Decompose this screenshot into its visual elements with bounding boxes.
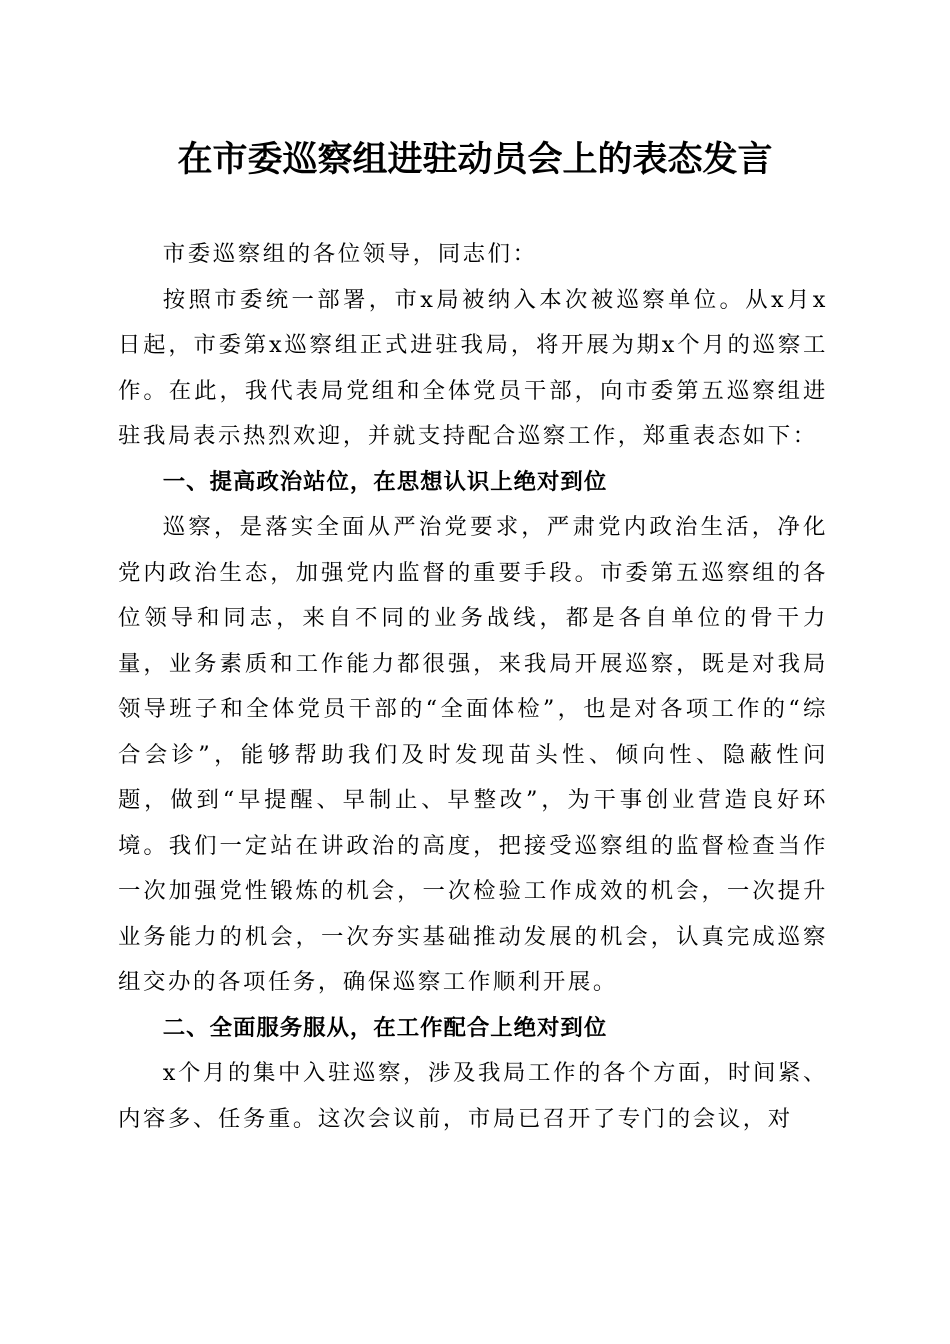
- intro-paragraph: 按照市委统一部署，市x局被纳入本次被巡察单位。从x月x日起，市委第x巡察组正式进驻我局，将开展为期x个月的巡察工作。在此，我代表局党组和全体党员干部，向市委第五巡察组进驻我局表示热烈欢迎，并就支持配合巡察工作，郑重表态如下：: [118, 286, 828, 449]
- section-heading-2: 二、全面服务服从，在工作配合上绝对到位: [162, 1014, 608, 1041]
- document-title: 在市委巡察组进驻动员会上的表态发言: [177, 139, 773, 180]
- section-heading-1: 一、提高政治站位，在思想认识上绝对到位: [162, 468, 608, 495]
- document-body: [118, 232, 828, 1142]
- section-2-paragraph: x个月的集中入驻巡察，涉及我局工作的各个方面，时间紧、内容多、任务重。这次会议前，市局已召开了专门的会议，对: [118, 1060, 828, 1132]
- section-1-paragraph: 巡察，是落实全面从严治党要求，严肃党内政治生活，净化党内政治生态，加强党内监督的重要手段。市委第五巡察组的各位领导和同志，来自不同的业务战线，都是各自单位的骨干力量，业务素质和工作能力都很强，来我局开展巡察，既是对我局领导班子和全体党员干部的“全面体检”，也是对各项工作的“综合会诊”，能够帮助我们及时发现苗头性、倾向性、隐蔽性问题，做到“早提醒、早制止、早整改”，为干事创业营造良好环境。我们一定站在讲政治的高度，把接受巡察组的监督检查当作一次加强党性锻炼的机会，一次检验工作成效的机会，一次提升业务能力的机会，一次夯实基础推动发展的机会，认真完成巡察组交办的各项任务，确保巡察工作顺利开展。: [118, 514, 828, 995]
- salutation-paragraph: 市委巡察组的各位领导，同志们：: [162, 241, 538, 267]
